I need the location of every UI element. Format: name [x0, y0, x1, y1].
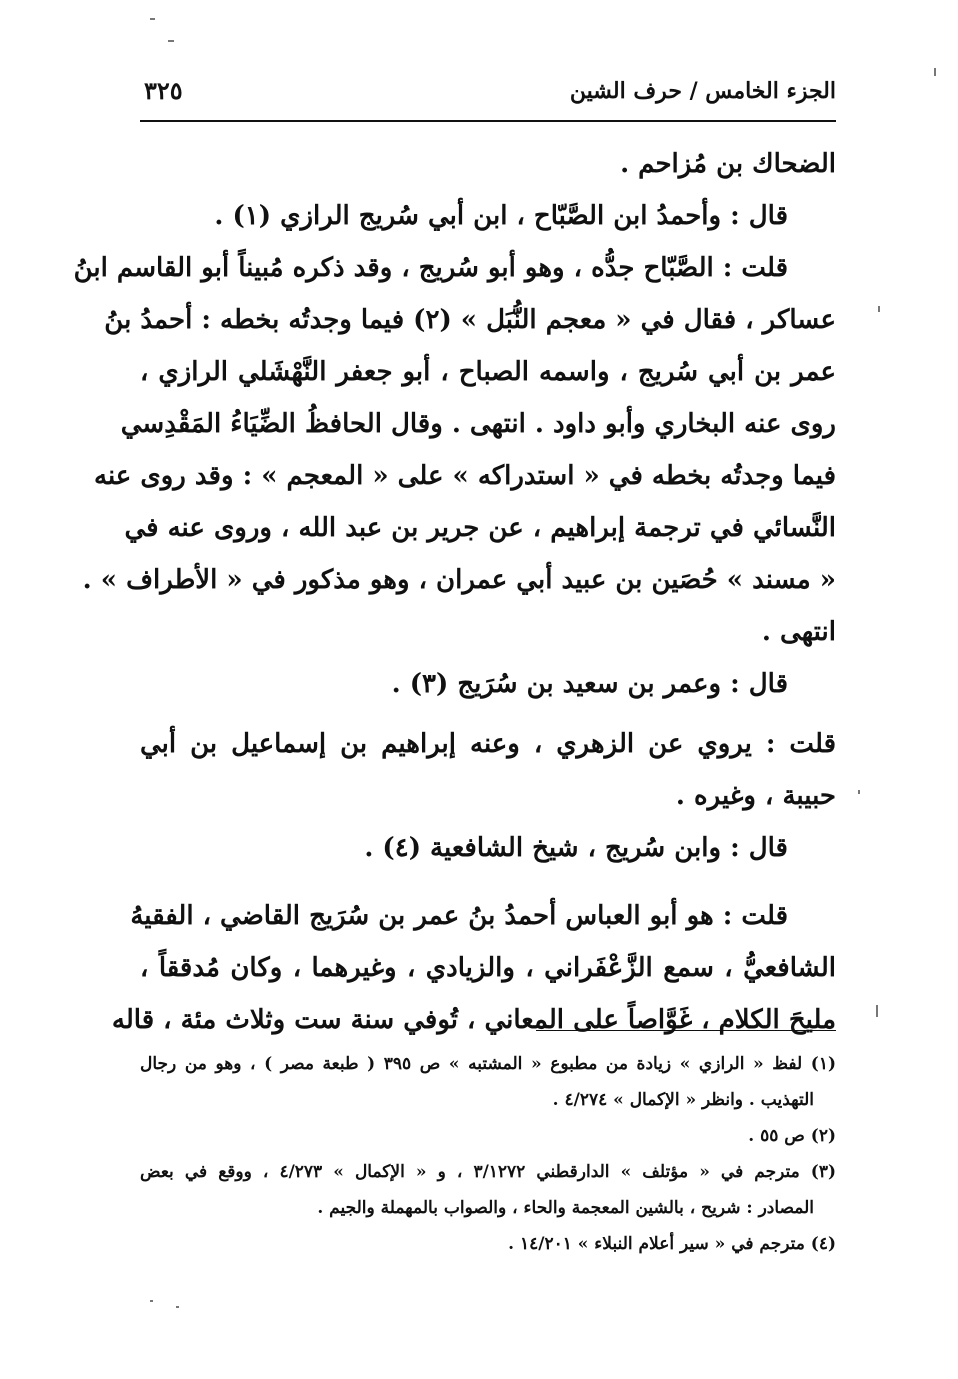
text-line: عمر بن أبي سُريج ، واسمه الصباح ، أبو جعفر النَّهْشَلي الرازي ،	[140, 357, 836, 387]
text-line: قلت : هو أبو العباس أحمدُ بنُ عمر بن سُرَيج القاضي ، الفقيهُ	[130, 901, 788, 931]
text-line: قال : وأحمدُ ابن الصَّبّاح ، ابن أبي سُريج الرازي (١) .	[214, 201, 788, 231]
text-line: عساكر ، فقال في « معجم النُّبَل » (٢) فيما وجدتُه بخطه : أحمدُ بنُ	[104, 305, 836, 335]
footnotes	[140, 1046, 836, 1262]
footnote-line: المصادر : شريح ، بالشين المعجمة والحاء ، والصواب بالمهملة والجيم .	[317, 1198, 814, 1218]
text-line: النَّسائي في ترجمة إبراهيم ، عن جرير بن عبد الله ، وروى عنه في	[124, 513, 836, 543]
text-line: انتهى .	[761, 617, 836, 647]
text-line: قال : وعمر بن سعيد بن سُرَيج (٣) .	[391, 669, 788, 699]
footnote-line: (٢) ص ٥٥ .	[748, 1126, 836, 1146]
running-title: الجزء الخامس / حرف الشين	[569, 78, 836, 104]
text-line: قلت : يروي عن الزهري ، وعنه إبراهيم بن إسماعيل بن أبي	[140, 729, 836, 759]
footnote-line: التهذيب . وانظر « الإكمال » ٤/٢٧٤ .	[552, 1090, 814, 1110]
text-line: قال : وابن سُريج ، شيخ الشافعية (٤) .	[364, 833, 788, 863]
text-line: فيما وجدتُه بخطه في « استدراكه » على « المعجم » : وقد روى عنه	[94, 461, 836, 491]
footnote-rule	[536, 1030, 836, 1031]
footnote-line: (٤) مترجم في « سير أعلام النبلاء » ١٤/٢٠١ .	[508, 1234, 836, 1254]
text-line: الشافعيُّ ، سمع الزَّعْفَراني ، والزيادي ، وغيرهما ، وكان مُدققاً ،	[140, 953, 836, 983]
main-text	[73, 138, 836, 1046]
header-rule	[140, 120, 836, 122]
text-line: « مسند » حُصَين بن عبيد أبي عمران ، وهو مذكور في « الأطراف » .	[82, 565, 836, 595]
footnote-line: (١) لفظ « الرازي » زيادة من مطبوع « المشتبه » ص ٣٩٥ ( طبعة مصر ) ، وهو من رجال	[140, 1054, 836, 1074]
page-number: ٣٢٥	[144, 76, 183, 105]
text-line: حبيبة ، وغيره .	[675, 781, 836, 811]
footnote-line: (٣) مترجم في « مؤتلف » الدارقطني ٣/١٢٧٢ ، و « الإكمال » ٤/٢٧٣ ، ووقع في بعض	[140, 1162, 837, 1182]
text-line: روى عنه البخاري وأبو داود . انتهى . وقال الحافظُ الضِّيَاءُ المَقْدِسي	[120, 409, 836, 439]
text-line: الضحاك بن مُزاحم .	[620, 149, 836, 179]
text-line: مليحَ الكلام ، غَوَّاصاً على المعاني ، تُوفي سنة ست وثلاث مئة ، قاله	[111, 1005, 836, 1035]
running-header	[140, 72, 836, 116]
text-line: قلت : الصَّبّاح جدُّه ، وهو أبو سُريج ، وقد ذكره مُبيناً أبو القاسم ابنُ	[73, 253, 788, 283]
